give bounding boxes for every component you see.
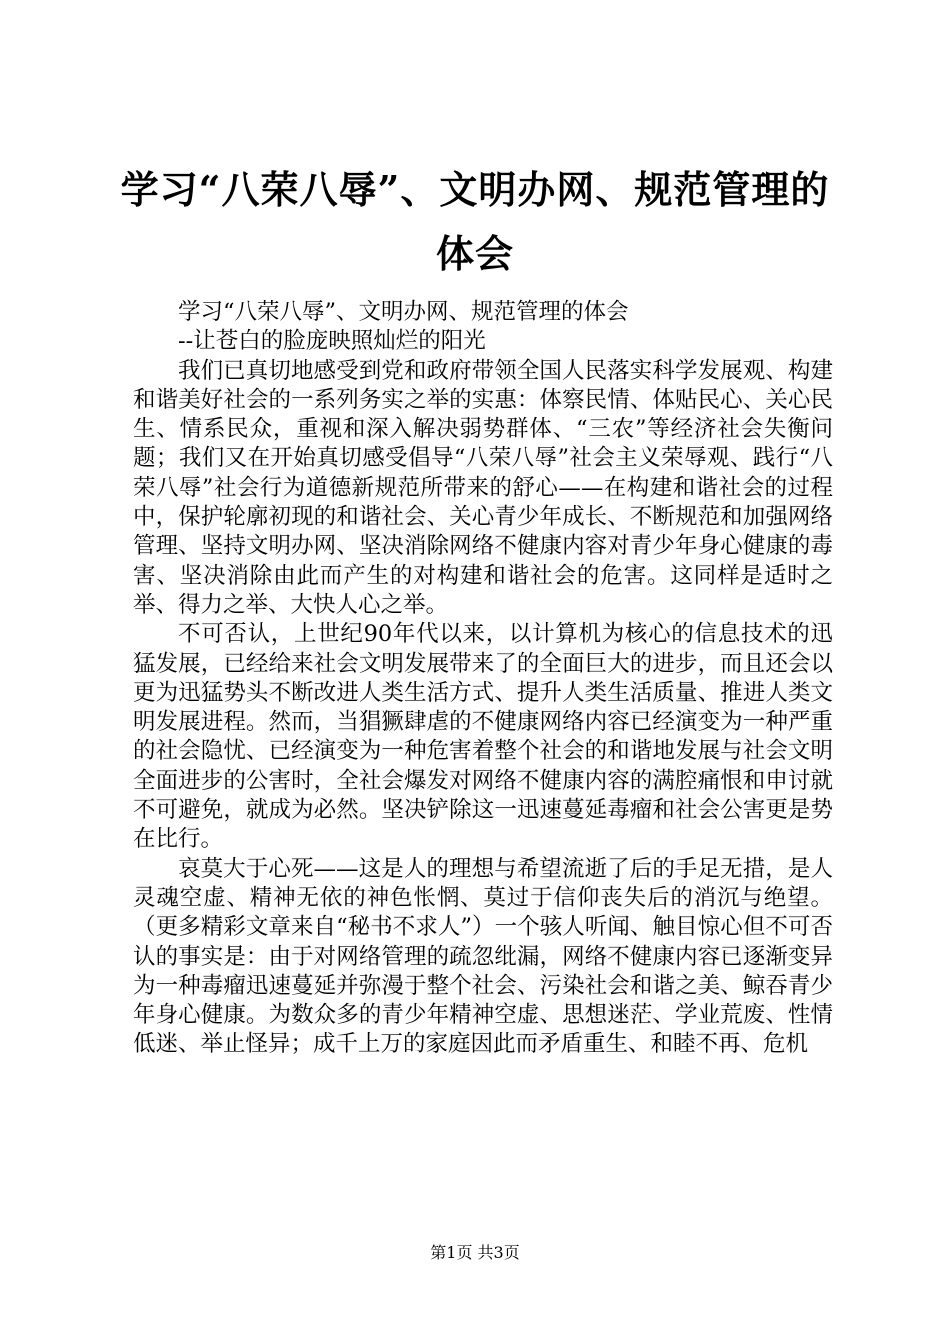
body-paragraph: 不可否认，上世纪90年代以来，以计算机为核心的信息技术的迅猛发展，已经给来社会文明发展带来了的全面巨大的进步，而且还会以更为迅猛势头不断改进人类生活方式、提升人类生活质量、推进人类文明发展进程。然而，当猖獗肆虐的不健康网络内容已经演变为一种严重的社会隐忧、已经演变为一种危害着整个社会的和谐地发展与社会文明全面进步的公害时，全社会爆发对网络不健康内容的满腔痛恨和申讨就不可避免，就成为必然。坚决铲除这一迅速蔓延毒瘤和社会公害更是势在比行。 xyxy=(133,621,833,853)
body-paragraph: 我们已真切地感受到党和政府带领全国人民落实科学发展观、构建和谐美好社会的一系列务实之举的实惠：体察民情、体贴民心、关心民生、情系民众，重视和深入解决弱势群体、“三农”等经济社会失衡问题；我们又在开始真切感受倡导“八荣八辱”社会主义荣辱观、践行“八荣八辱”社会行为道德新规范所带来的舒心——在构建和谐社会的过程中，保护轮廓初现的和谐社会、关心青少年成长、不断规范和加强网络管理、坚持文明办网、坚决消除网络不健康内容对青少年身心健康的毒害、坚决消除由此而产生的对构建和谐社会的危害。这同样是适时之举、得力之举、大快人心之举。 xyxy=(133,357,833,618)
subtitle-line: 学习“八荣八辱”、文明办网、规范管理的体会 xyxy=(178,299,629,325)
document-title: 学习“八荣八辱”、文明办网、规范管理的体会 xyxy=(120,167,830,276)
subtitle-line: --让苍白的脸庞映照灿烂的阳光 xyxy=(178,328,486,355)
body-paragraph: 哀莫大于心死——这是人的理想与希望流逝了后的手足无措，是人灵魂空虚、精神无依的神色怅惘、莫过于信仰丧失后的消沉与绝望。（更多精彩文章来自“秘书不求人”）一个骇人听闻、触目惊心但不可否认的事实是：由于对网络管理的疏忽纰漏，网络不健康内容已逐渐变异为一种毒瘤迅速蔓延并弥漫于整个社会、污染社会和谐之美、鲸吞青少年身心健康。为数众多的青少年精神空虚、思想迷茫、学业荒废、性情低迷、举止怪异；成千上万的家庭因此而矛盾重生、和睦不再、危机 xyxy=(133,855,833,1058)
page-footer: 第1页 共3页 xyxy=(430,1243,520,1262)
document-body xyxy=(133,298,833,1060)
